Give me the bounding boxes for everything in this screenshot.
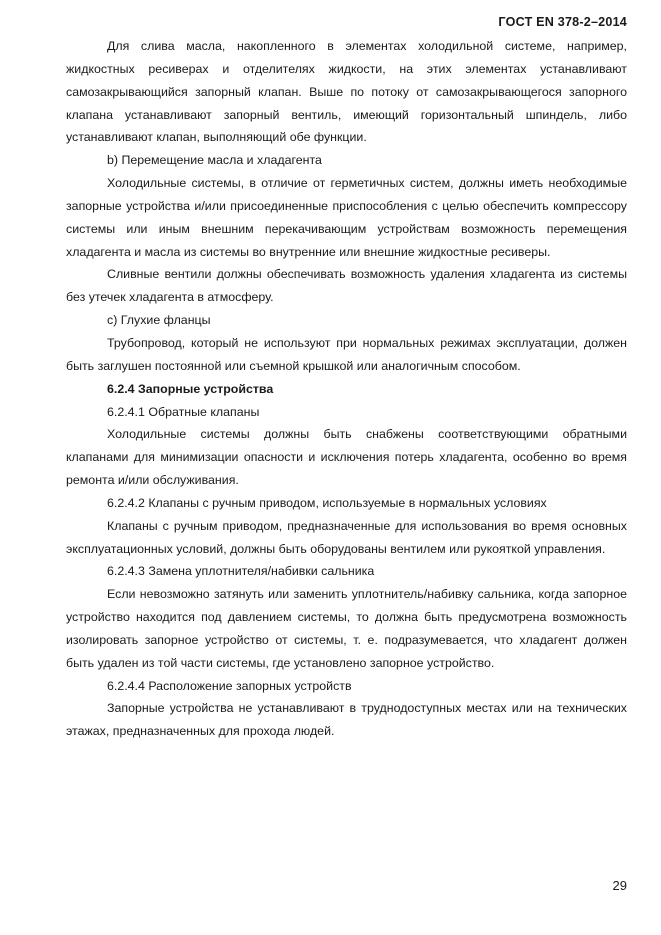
paragraph-refrigerant-transfer: Холодильные системы, в отличие от герметичных систем, должны иметь необходимые запорные устройства и/или присоединенные приспособления с целью обеспечить компрессору системы или иным внешним перекачивающим устройствам возможность перемещения хладагента и масла из системы во внутренние или внешние жидкостные ресиверы. [66, 176, 627, 259]
section-heading-6-2-4: 6.2.4 Запорные устройства [107, 381, 274, 396]
paragraph-gland-replacement: Если невозможно затянуть или заменить уплотнитель/набивку сальника, когда запорное устройство находится под давлением системы, то должна быть предусмотрена возможность изолировать запорное устройство от системы, т. е. подразумевается, что хладагент должен быть удален из той части системы, где установлено запорное устройство. [66, 587, 627, 670]
paragraph-blind-flanges: Трубопровод, который не используют при нормальных режимах эксплуатации, должен быть заглушен постоянной или съемной крышкой или аналогичным способом. [66, 335, 627, 373]
document-body [66, 35, 627, 743]
subheading-6-2-4-2: 6.2.4.2 Клапаны с ручным приводом, используемые в нормальных условиях [107, 495, 547, 510]
page-number: 29 [612, 878, 627, 893]
document-header: ГОСТ EN 378-2–2014 [498, 15, 627, 29]
paragraph-valve-location: Запорные устройства не устанавливают в труднодоступных местах или на технических этажах, предназначенных для прохода людей. [66, 701, 627, 739]
subheading-6-2-4-1: 6.2.4.1 Обратные клапаны [107, 404, 260, 419]
subheading-c: c) Глухие фланцы [107, 313, 211, 328]
paragraph-manual-valves: Клапаны с ручным приводом, предназначенные для использования во время основных эксплуатационных условий, должны быть оборудованы вентилем или рукояткой управления. [66, 518, 627, 556]
paragraph-drain-valves: Сливные вентили должны обеспечивать возможность удаления хладагента из системы без утечек хладагента в атмосферу. [66, 267, 627, 305]
subheading-6-2-4-3: 6.2.4.3 Замена уплотнителя/набивки сальника [107, 564, 375, 579]
subheading-6-2-4-4: 6.2.4.4 Расположение запорных устройств [107, 678, 352, 693]
paragraph-check-valves: Холодильные системы должны быть снабжены соответствующими обратными клапанами для минимизации опасности и исключения потерь хладагента, особенно во время ремонта и/или обслуживания. [66, 427, 627, 488]
paragraph-oil-drain: Для слива масла, накопленного в элементах холодильной системе, например, жидкостных ресиверах и отделителях жидкости, на этих элементах устанавливают самозакрывающийся запорный клапан. Выше по потоку от самозакрывающегося запорного клапана устанавливают запорный вентиль, имеющий горизонтальный шпиндель, либо устанавливают клапан, выполняющий обе функции. [66, 39, 627, 145]
subheading-b: b) Перемещение масла и хладагента [107, 153, 322, 168]
